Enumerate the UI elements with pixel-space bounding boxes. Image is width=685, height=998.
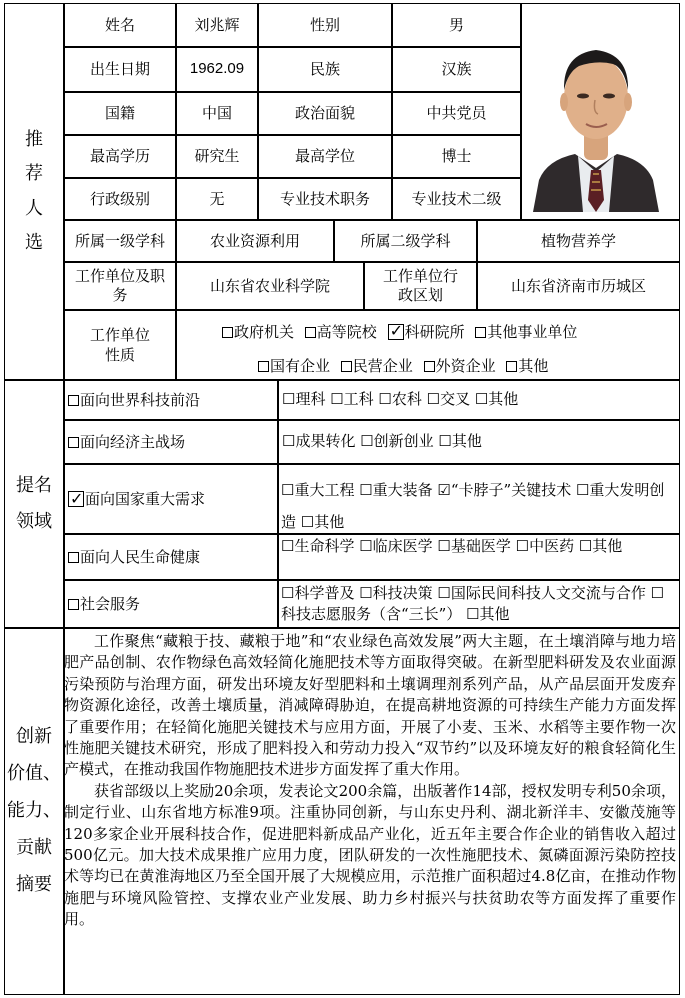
field-main-4[interactable] xyxy=(64,534,278,580)
checked-checkbox-icon[interactable] xyxy=(388,324,404,340)
discipline2-value: 植物营养学 xyxy=(477,220,680,262)
field-main-5[interactable] xyxy=(64,580,278,628)
title-char: 荐 xyxy=(25,163,43,185)
field-main-3[interactable] xyxy=(64,464,278,534)
nature-option[interactable] xyxy=(424,357,496,375)
field-sub-options[interactable]: ☐生命科学 ☐临床医学 ☐基础医学 ☐中医药 ☐其他 xyxy=(281,537,623,555)
section-title-summary xyxy=(4,628,64,995)
summary-paragraph: 工作聚焦“藏粮于技、藏粮于地”和“农业绿色高效发展”两大主题，在土壤消障与地力培肥产品创制、农作物绿色高效轻简化施肥技术等方面取得突破。在新型肥料研发及农业面源污染预防与治理方面，研发出环境友好型肥料和土壤调理剂系列产品，从产品层面开发废弃物资源化途径，改善土壤质量，消减障碍胁迫，在提高耕地资源的可持续生产能力方面发挥了重要作用；在轻简化施肥关键技术与应用方面，开展了小麦、玉米、水稻等主要作物一次性施肥关键技术研究，形成了肥料投入和劳动力投入“双节约”以及环境友好的粮食轻简化生产模式，在推动我国作物施肥技术进步方面发挥了重大作用。 xyxy=(64,632,676,779)
field-main-label: 面向经济主战场 xyxy=(80,432,186,451)
field-sub-1 xyxy=(278,380,680,420)
nature-options-row2 xyxy=(258,355,554,376)
nationality-value: 中国 xyxy=(176,92,258,135)
discipline1-value: 农业资源利用 xyxy=(176,220,334,262)
title-line: 领域 xyxy=(16,511,52,532)
field-sub-2 xyxy=(278,420,680,464)
political-label: 政治面貌 xyxy=(258,92,392,135)
title-value: 专业技术二级 xyxy=(392,178,521,220)
checkbox-icon[interactable] xyxy=(258,361,269,372)
checkbox-icon[interactable] xyxy=(222,327,233,338)
option-label: 其他 xyxy=(518,357,549,375)
title-char: 人 xyxy=(25,197,43,219)
employer-label: 工作单位及职务 xyxy=(64,262,176,310)
name-value: 刘兆辉 xyxy=(176,3,258,47)
birth-label: 出生日期 xyxy=(64,47,176,92)
title-line: 贡献 xyxy=(16,836,52,858)
option-label: 政府机关 xyxy=(234,323,295,341)
field-main-1[interactable] xyxy=(64,380,278,420)
field-sub-options[interactable]: ☐成果转化 ☐创新创业 ☐其他 xyxy=(282,432,482,451)
section-title-field xyxy=(4,380,64,628)
nature-option[interactable] xyxy=(341,357,413,375)
field-main-2[interactable] xyxy=(64,420,278,464)
field-sub-options[interactable]: ☐重大工程 ☐重大装备 ☑“卡脖子”关键技术 ☐重大发明创造 ☐其他 xyxy=(281,481,665,531)
checkbox-icon[interactable] xyxy=(68,599,79,610)
discipline2-label: 所属二级学科 xyxy=(334,220,477,262)
field-main-label: 面向人民生命健康 xyxy=(80,547,201,566)
checkbox-icon[interactable] xyxy=(68,395,79,406)
candidate-photo xyxy=(523,10,669,212)
checkbox-icon[interactable] xyxy=(475,327,486,338)
title-line: 能力、 xyxy=(7,800,61,822)
admin-level-value: 无 xyxy=(176,178,258,220)
political-value: 中共党员 xyxy=(392,92,521,135)
region-label: 工作单位行政区划 xyxy=(364,262,477,310)
field-main-label: 社会服务 xyxy=(80,594,141,613)
degree-value: 博士 xyxy=(392,135,521,178)
title-char: 推 xyxy=(25,129,43,151)
nature-option[interactable] xyxy=(506,357,548,375)
checkbox-icon[interactable] xyxy=(341,361,352,372)
nature-label: 工作单位性质 xyxy=(64,310,176,380)
gender-label: 性别 xyxy=(258,3,392,47)
admin-level-label: 行政级别 xyxy=(64,178,176,220)
option-label: 高等院校 xyxy=(316,323,377,341)
checkbox-icon[interactable] xyxy=(68,552,79,563)
degree-label: 最高学位 xyxy=(258,135,392,178)
field-main-label: 面向国家重大需求 xyxy=(85,489,206,508)
region-value: 山东省济南市历城区 xyxy=(477,262,680,310)
nature-option[interactable] xyxy=(305,323,377,341)
name-label: 姓名 xyxy=(64,3,176,47)
checkbox-icon[interactable] xyxy=(305,327,316,338)
title-line: 价值、 xyxy=(7,763,61,785)
field-main-label: 面向世界科技前沿 xyxy=(80,390,201,409)
ethnicity-label: 民族 xyxy=(258,47,392,92)
nature-option[interactable] xyxy=(258,357,330,375)
nature-option[interactable] xyxy=(222,323,294,341)
title-line: 提名 xyxy=(16,475,52,496)
title-line: 摘要 xyxy=(16,873,52,895)
nature-options-row1 xyxy=(222,321,583,342)
checkbox-icon[interactable] xyxy=(506,361,517,372)
checkbox-icon[interactable] xyxy=(68,437,79,448)
nationality-label: 国籍 xyxy=(64,92,176,135)
summary-paragraph: 获省部级以上奖励20余项，发表论文200余篇，出版著作14部，授权发明专利50余项，制定行业、山东省地方标准9项。注重协同创新，与山东史丹利、湖北新洋丰、安徽茂施等120多家企业开展科技合作，促进肥料新成品产业化，近五年主要合作企业的销售收入超过500亿元。加大技术成果推广应用力度，团队研发的一次性施肥技术、氮磷面源污染防控技术等均已在黄淮海地区乃至全国开展了大规模应用，示范推广面积超过4.8亿亩，在推动作物施肥与环境风险管控、支撑农业产业发展、助力乡村振兴与扶贫助农等方面发挥了重要作用。 xyxy=(64,781,676,929)
summary-text xyxy=(64,631,676,931)
checked-checkbox-icon[interactable] xyxy=(68,491,84,507)
option-label: 外资企业 xyxy=(435,357,496,375)
nature-option[interactable] xyxy=(388,323,465,341)
nature-option[interactable] xyxy=(475,323,577,341)
ethnicity-value: 汉族 xyxy=(392,47,521,92)
field-sub-options[interactable]: ☐科学普及 ☐科技决策 ☐国际民间科技人文交流与合作 ☐科技志愿服务（含“三长”） ☐其他 xyxy=(281,584,665,623)
title-line: 创新 xyxy=(16,726,52,748)
employer-value: 山东省农业科学院 xyxy=(176,262,364,310)
option-label: 民营企业 xyxy=(352,357,413,375)
checkbox-icon[interactable] xyxy=(424,361,435,372)
birth-value: 1962.09 xyxy=(176,47,258,92)
option-label: 国有企业 xyxy=(270,357,331,375)
field-sub-options[interactable]: ☐理科 ☐工科 ☐农科 ☐交叉 ☐其他 xyxy=(282,390,519,409)
education-value: 研究生 xyxy=(176,135,258,178)
discipline1-label: 所属一级学科 xyxy=(64,220,176,262)
option-label: 科研院所 xyxy=(404,323,465,341)
title-label: 专业技术职务 xyxy=(258,178,392,220)
education-label: 最高学历 xyxy=(64,135,176,178)
title-char: 选 xyxy=(25,231,43,253)
option-label: 其他事业单位 xyxy=(487,323,578,341)
gender-value: 男 xyxy=(392,3,521,47)
section-title-candidate xyxy=(4,3,64,380)
